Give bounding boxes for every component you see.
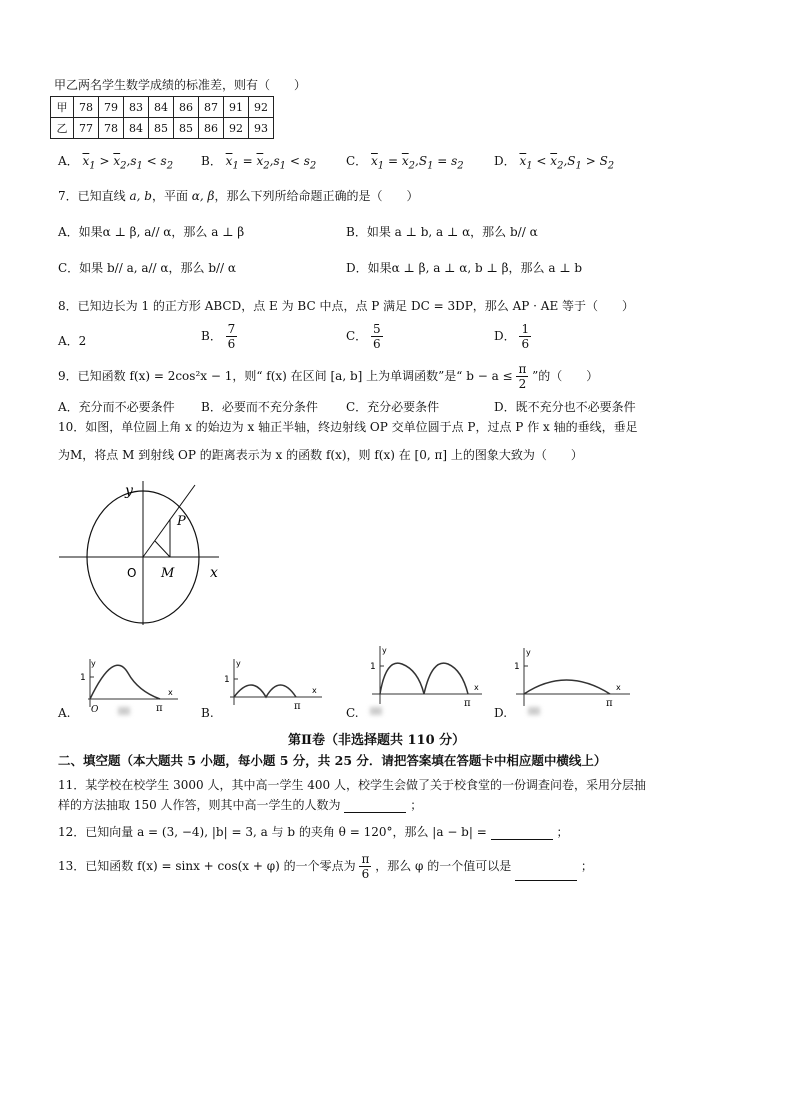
unit-circle-figure	[55, 475, 235, 635]
graph-origin-label: O	[91, 705, 99, 715]
graph-b[interactable]	[218, 655, 328, 715]
graph-x-label: x	[312, 686, 317, 695]
q9-stem	[58, 362, 598, 391]
graph-d[interactable]	[510, 644, 640, 714]
q7-stem	[58, 187, 418, 204]
denominator: 6	[373, 337, 381, 351]
stem-text: ，平面	[151, 189, 188, 203]
graph-pi-label: π	[606, 698, 613, 709]
numerator: 1	[521, 322, 530, 336]
graph-one-label: 1	[370, 662, 376, 672]
answer-blank[interactable]	[344, 800, 406, 813]
q9-option-b[interactable]: B．必要而不充分条件	[201, 400, 318, 414]
point-m-label: M	[161, 566, 175, 581]
q13-line	[58, 852, 593, 881]
score-cell: 86	[199, 118, 224, 139]
score-cell: 84	[124, 118, 149, 139]
graph-a[interactable]	[74, 655, 184, 715]
score-cell: 93	[249, 118, 274, 139]
relation: =	[238, 154, 257, 168]
q6-option-d[interactable]: D． $\overline{x}_1 < \overline{x}_2,S_1 > S_2$	[494, 154, 615, 172]
score-cell: 86	[174, 97, 199, 118]
stem-text: ；	[556, 825, 569, 839]
stem-text: 7．已知直线	[58, 189, 126, 203]
relation: <	[532, 154, 551, 168]
score-cell: 78	[99, 118, 124, 139]
relation: >	[95, 154, 114, 168]
option-letter: C．	[346, 329, 368, 343]
relation: >	[581, 154, 600, 168]
row-label: 乙	[51, 118, 74, 139]
blurred-mark	[370, 707, 382, 715]
score-cell: 84	[149, 97, 174, 118]
numerator: 5	[373, 322, 381, 336]
stem-text: 13．已知函数 f(x) = sinx + cos(x + φ) 的一个零点为	[58, 859, 356, 873]
part2-title: 第Ⅱ卷（非选择题共 110 分）	[288, 733, 466, 748]
q10-option-a-letter[interactable]: A.	[58, 706, 71, 720]
q6-option-a[interactable]: A． $\overline{x}_1 > \overline{x}_2,s_1 < s_2$	[58, 154, 174, 172]
score-table	[50, 96, 274, 139]
relation: =	[384, 154, 402, 168]
origin-label: O	[127, 566, 137, 580]
numerator: π	[518, 362, 527, 376]
graph-x-label: x	[616, 683, 621, 692]
q8-option-a[interactable]: A．2	[58, 334, 87, 348]
q6-option-c[interactable]: C． $\overline{x}_1 = \overline{x}_2,S_1 = s_2$	[346, 154, 464, 172]
relation: <	[286, 154, 304, 168]
option-letter: C．	[346, 154, 368, 168]
graph-c[interactable]	[362, 642, 492, 714]
graph-pi-label: π	[156, 703, 163, 714]
graph-y-label: y	[526, 648, 531, 657]
q10-option-d-letter[interactable]: D.	[494, 706, 508, 720]
score-cell: 85	[174, 118, 199, 139]
blurred-mark	[118, 707, 130, 715]
fraction	[516, 362, 528, 391]
denominator: 2	[518, 377, 527, 391]
relation: <	[142, 154, 161, 168]
stem-text: ”的（ ）	[532, 369, 599, 383]
section-heading: 二、填空题（本大题共 5 小题，每小题 5 分，共 25 分．请把答案填在答题卡中相应题中横线上）	[58, 753, 607, 768]
denominator: 6	[227, 337, 236, 351]
graph-pi-label: π	[294, 701, 301, 712]
q10-option-c-letter[interactable]: C.	[346, 706, 359, 720]
graph-one-label: 1	[514, 662, 520, 672]
q8-option-b[interactable]	[201, 322, 237, 351]
option-letter: B．	[201, 154, 222, 168]
q9-option-a[interactable]: A．充分而不必要条件	[58, 400, 175, 414]
math-planes: α, β	[191, 189, 215, 203]
graph-x-label: x	[168, 688, 173, 697]
q10-stem-line1: 10．如图，单位圆上角 x 的始边为 x 轴正半轴，终边射线 OP 交单位圆于点 P，过点 P 作 x 轴的垂线，垂足	[58, 420, 638, 434]
stem-text: 12．已知向量 a = (3, −4), |b| = 3, a 与 b 的夹角 θ = 120°，那么 |a − b| =	[58, 825, 487, 839]
fraction	[519, 322, 531, 351]
q10-option-b-letter[interactable]: B.	[201, 706, 214, 720]
q11-line2	[58, 796, 422, 813]
q7-option-d[interactable]: D．如果α ⊥ β, a ⊥ α, b ⊥ β，那么 a ⊥ b	[346, 261, 583, 275]
q8-stem: 8．已知边长为 1 的正方形 ABCD，点 E 为 BC 中点，点 P 满足 DC = 3DP，那么 AP · AE 等于（ ）	[58, 299, 635, 313]
score-cell: 77	[74, 118, 99, 139]
stem-text: 9．已知函数 f(x) = 2cos²x − 1，则“ f(x) 在区间 [a, b] 上为单调函数”是“ b − a ≤	[58, 369, 513, 383]
graph-y-label: y	[91, 659, 96, 668]
graph-y-label: y	[236, 659, 241, 668]
score-cell: 78	[74, 97, 99, 118]
q7-option-b[interactable]: B．如果 a ⊥ b, a ⊥ α，那么 b// α	[346, 225, 538, 239]
x-axis-label: x	[210, 565, 218, 581]
score-cell: 79	[99, 97, 124, 118]
table-row	[51, 97, 274, 118]
graph-one-label: 1	[80, 673, 86, 683]
q11-line1: 11．某学校在校学生 3000 人，其中高一学生 400 人，校学生会做了关于校食堂的一份调查问卷，采用分层抽	[58, 778, 646, 792]
fraction	[359, 852, 371, 881]
y-axis-label: y	[125, 483, 133, 499]
q7-option-a[interactable]: A．如果α ⊥ β, a// α，那么 a ⊥ β	[58, 225, 245, 239]
answer-blank[interactable]	[515, 868, 577, 881]
point-p-label: P	[177, 514, 186, 529]
q9-option-c[interactable]: C．充分必要条件	[346, 400, 440, 414]
stem-text: ；	[580, 859, 593, 873]
score-cell: 91	[224, 97, 249, 118]
q8-option-d[interactable]	[494, 322, 531, 351]
score-cell: 85	[149, 118, 174, 139]
stem-text: ，那么 φ 的一个值可以是	[375, 859, 512, 873]
relation: =	[433, 154, 452, 168]
option-letter: B．	[201, 329, 222, 343]
graph-pi-label: π	[464, 698, 471, 709]
stem-text: 样的方法抽取 150 人作答，则其中高一学生的人数为	[58, 798, 341, 812]
score-cell: 92	[249, 97, 274, 118]
numerator: 7	[227, 322, 236, 336]
option-letter: D．	[494, 154, 516, 168]
q6-stem: 甲乙两名学生数学成绩的标准差，则有（ ）	[54, 78, 307, 92]
score-cell: 83	[124, 97, 149, 118]
graph-one-label: 1	[224, 675, 230, 685]
q7-option-c[interactable]: C．如果 b// a, a// α，那么 b// α	[58, 261, 237, 275]
row-label: 甲	[51, 97, 74, 118]
answer-blank[interactable]	[491, 827, 553, 840]
q6-option-b[interactable]: B． $\overline{x}_1 = \overline{x}_2,s_1 < s_2$	[201, 154, 317, 172]
score-cell: 87	[199, 97, 224, 118]
numerator: π	[361, 852, 370, 866]
math-lines: a, b	[129, 189, 152, 203]
score-cell: 92	[224, 118, 249, 139]
table-row	[51, 118, 274, 139]
stem-text: ；	[410, 798, 423, 812]
q12-line	[58, 823, 568, 840]
stem-text: ，那么下列所给命题正确的是（ ）	[214, 189, 419, 203]
q8-option-c[interactable]	[346, 322, 383, 351]
option-letter: D．	[494, 329, 516, 343]
denominator: 6	[361, 867, 370, 881]
fraction	[371, 322, 383, 351]
denominator: 6	[521, 337, 530, 351]
graph-y-label: y	[382, 646, 387, 655]
blurred-mark	[528, 707, 540, 715]
q9-option-d[interactable]: D．既不充分也不必要条件	[494, 400, 636, 414]
option-letter: A．	[58, 154, 79, 168]
fraction	[226, 322, 238, 351]
q10-stem-line2: 为M，将点 M 到射线 OP 的距离表示为 x 的函数 f(x)，则 f(x) 在 [0, π] 上的图象大致为（ ）	[58, 448, 583, 462]
graph-x-label: x	[474, 683, 479, 692]
